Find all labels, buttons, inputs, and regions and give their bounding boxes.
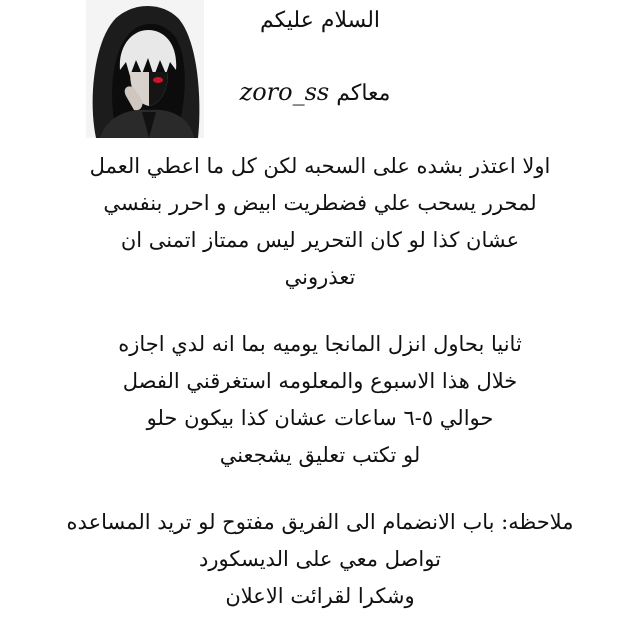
text-line: خلال هذا الاسبوع والمعلومه استغرقني الفصل — [122, 369, 518, 393]
text-line: اولا اعتذر بشده على السحبه لكن كل ما اعطي العمل — [89, 154, 551, 178]
text-line: حوالي ٥-٦ ساعات عشان كذا بيكون حلو — [146, 406, 494, 430]
text-line: عشان كذا لو كان التحرير ليس ممتاز اتمنى ان — [120, 228, 520, 252]
text-line: تعذروني — [284, 265, 356, 289]
signature-prefix: معاكم — [336, 81, 391, 106]
paragraph-schedule — [20, 326, 620, 474]
text-line: ثانيا بحاول انزل المانجا يوميه بما انه لدي اجازه — [118, 332, 522, 356]
signature-line — [210, 78, 420, 108]
text-line: وشكرا لقرائت الاعلان — [225, 584, 415, 608]
paragraph-gap — [20, 474, 620, 504]
hooded-character-icon — [86, 0, 204, 138]
text-line: تواصل معي على الديسكورد — [199, 547, 441, 571]
text-line: لو تكتب تعليق يشجعني — [219, 443, 421, 467]
greeting-heading: السلام عليكم — [259, 8, 381, 33]
paragraph-note — [20, 504, 620, 615]
text-line: لمحرر يسحب علي فضطريت ابيض و احرر بنفسي — [103, 191, 537, 215]
paragraph-apology — [20, 148, 620, 296]
text-line: ملاحظه: باب الانضمام الى الفريق مفتوح لو تريد المساعده — [66, 510, 574, 534]
announcement-body — [20, 148, 620, 615]
paragraph-gap — [20, 296, 620, 326]
signature-name: zoro_ss — [239, 78, 330, 106]
avatar-illustration — [86, 0, 204, 138]
